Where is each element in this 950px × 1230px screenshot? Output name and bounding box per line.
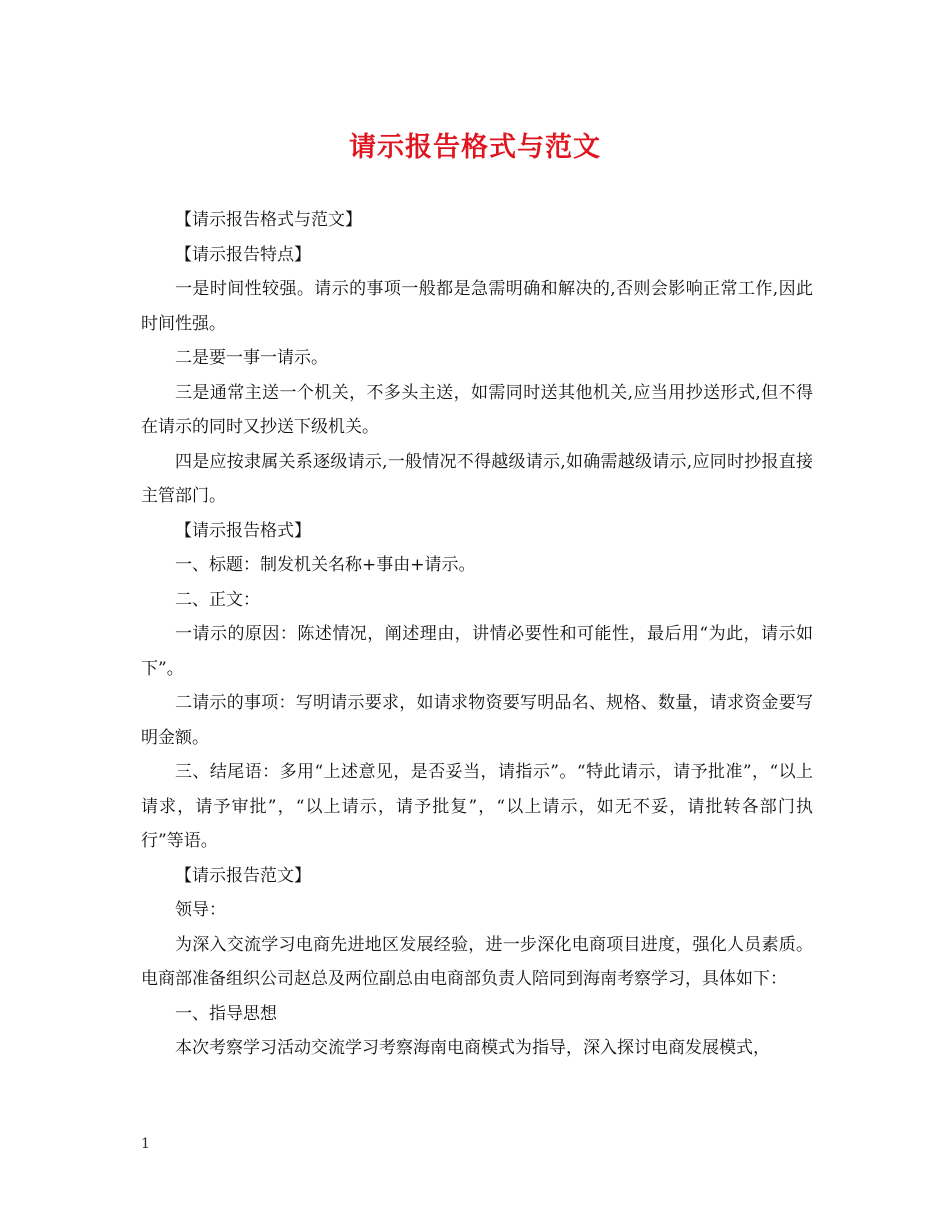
paragraph: 一、标题：制发机关名称+事由+请示。 (175, 555, 476, 575)
paragraph: 【请示报告格式】 (175, 520, 311, 541)
paragraph: 【请示报告特点】 (175, 244, 311, 265)
paragraph: 【请示报告格式与范文】 (175, 210, 362, 230)
page-number: 1 (141, 1136, 150, 1152)
paragraph: 二请示的事项：写明请示要求，如请求物资要写明品名、规格、数量，请求资金要写明金额。 (141, 693, 813, 748)
paragraph: 【请示报告范文】 (175, 865, 311, 886)
paragraph: 三是通常主送一个机关，不多头主送，如需同时送其他机关,应当用抄送形式,但不得在请示的同时又抄送下级机关。 (141, 382, 813, 437)
paragraph: 一是时间性较强。请示的事项一般都是急需明确和解决的,否则会影响正常工作,因此时间性强。 (141, 279, 813, 334)
paragraph: 一、指导思想 (175, 1003, 277, 1024)
paragraph: 为深入交流学习电商先进地区发展经验，进一步深化电商项目进度，强化人员素质。电商部准备组织公司赵总及两位副总由电商部负责人陪同到海南考察学习，具体如下： (141, 934, 813, 989)
document-body (141, 203, 813, 1066)
document-title: 请示报告格式与范文 (349, 132, 601, 163)
paragraph: 四是应按隶属关系逐级请示,一般情况不得越级请示,如确需越级请示,应同时抄报直接主管部门。 (141, 451, 813, 506)
paragraph: 一请示的原因：陈述情况，阐述理由，讲情必要性和可能性，最后用“为此，请示如下”。 (141, 624, 813, 679)
paragraph: 二是要一事一请示。 (175, 348, 328, 368)
paragraph: 三、结尾语：多用“上述意见，是否妥当，请指示”。“特此请示，请予批准”，“以上请求，请予审批”，“以上请示，请予批复”，“以上请示，如无不妥，请批转各部门执行”等语。 (141, 762, 813, 851)
paragraph: 二、正文： (175, 589, 260, 610)
paragraph: 领导： (175, 900, 226, 920)
paragraph: 本次考察学习活动交流学习考察海南电商模式为指导，深入探讨电商发展模式， (175, 1038, 770, 1058)
